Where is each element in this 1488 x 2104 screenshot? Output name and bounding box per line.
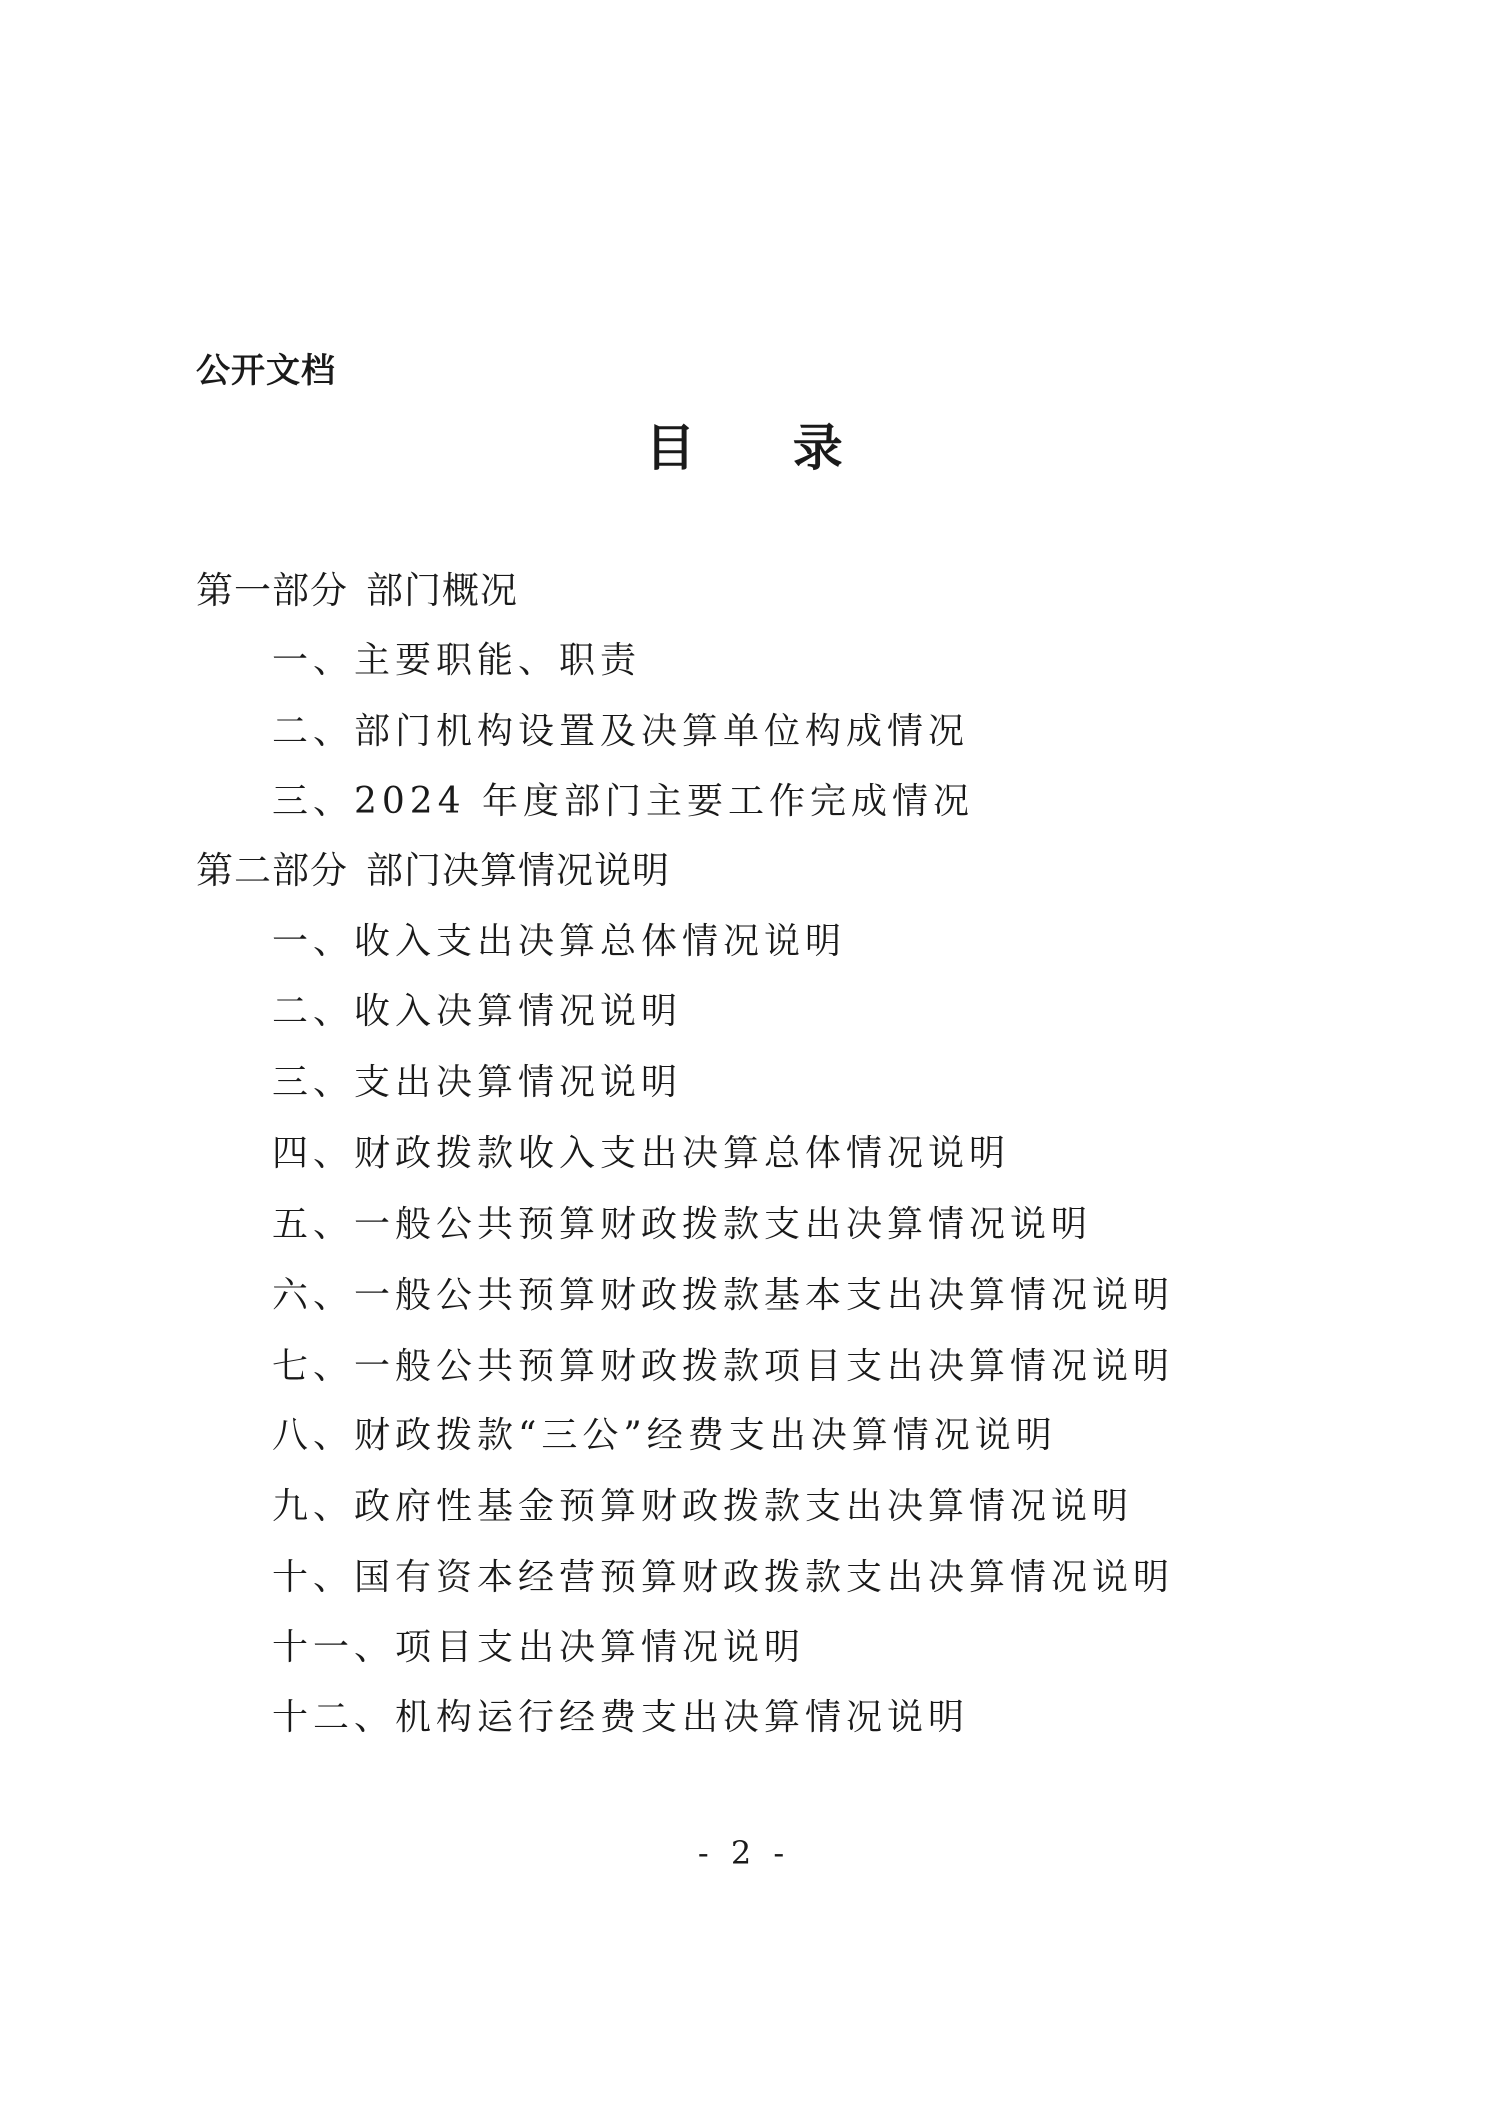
toc-item[interactable]: 九、政府性基金预算财政拨款支出决算情况说明 bbox=[272, 1486, 1134, 1527]
toc-part-label: 第一部分 bbox=[196, 569, 348, 612]
toc-item[interactable]: 二、收入决算情况说明 bbox=[272, 991, 683, 1032]
toc-item[interactable]: 三、支出决算情况说明 bbox=[272, 1062, 683, 1103]
toc-item[interactable]: 七、一般公共预算财政拨款项目支出决算情况说明 bbox=[272, 1346, 1175, 1387]
toc-item[interactable]: 三、2024 年度部门主要工作完成情况 bbox=[272, 781, 975, 822]
toc-item[interactable]: 八、财政拨款“三公”经费支出决算情况说明 bbox=[272, 1415, 1057, 1456]
toc-item[interactable]: 十二、机构运行经费支出决算情况说明 bbox=[272, 1697, 970, 1738]
toc-title: 目 录 bbox=[645, 419, 883, 477]
toc-item[interactable]: 二、部门机构设置及决算单位构成情况 bbox=[272, 711, 970, 752]
toc-part-title: 部门概况 bbox=[366, 569, 518, 612]
toc-part-label: 第二部分 bbox=[196, 849, 348, 892]
toc-part-title: 部门决算情况说明 bbox=[366, 849, 670, 892]
toc-part-2[interactable] bbox=[196, 840, 670, 894]
toc-item[interactable]: 一、收入支出决算总体情况说明 bbox=[272, 921, 847, 962]
public-document-stamp: 公开文档 bbox=[196, 351, 336, 391]
toc-part-1[interactable] bbox=[196, 560, 518, 614]
toc-item[interactable]: 十、国有资本经营预算财政拨款支出决算情况说明 bbox=[272, 1557, 1175, 1598]
toc-item[interactable]: 十一、项目支出决算情况说明 bbox=[272, 1627, 806, 1668]
page-number: - 2 - bbox=[697, 1834, 791, 1872]
toc-item[interactable]: 五、一般公共预算财政拨款支出决算情况说明 bbox=[272, 1204, 1093, 1245]
toc-item[interactable]: 四、财政拨款收入支出决算总体情况说明 bbox=[272, 1133, 1011, 1174]
toc-item[interactable]: 六、一般公共预算财政拨款基本支出决算情况说明 bbox=[272, 1275, 1175, 1316]
toc-item[interactable]: 一、主要职能、职责 bbox=[272, 640, 642, 681]
